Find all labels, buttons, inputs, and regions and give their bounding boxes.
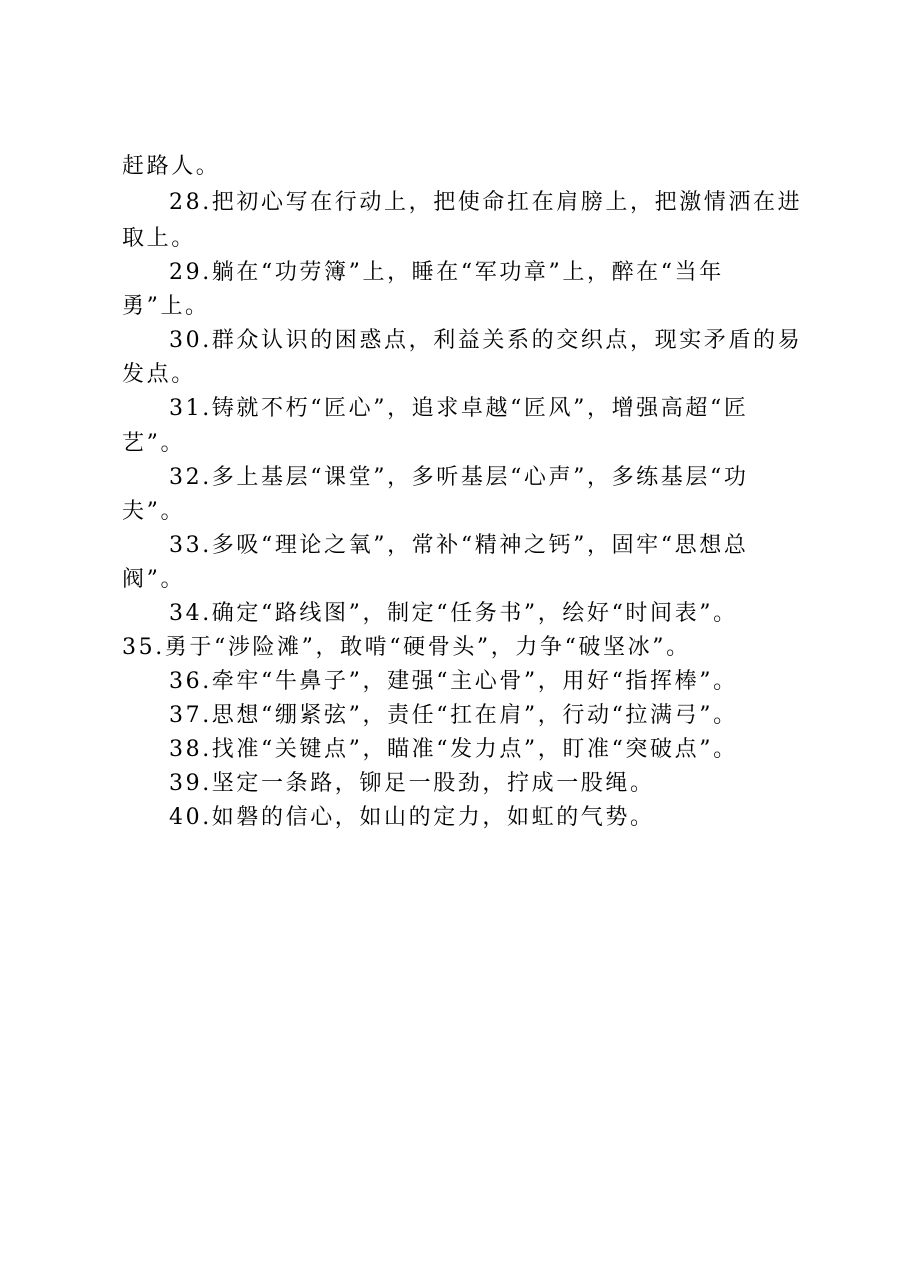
- list-item-32: 32.多上基层“课堂”，多听基层“心声”，多练基层“功: [169, 465, 749, 490]
- list-item-29: 29.躺在“功劳簿”上，睡在“军功章”上，醉在“当年: [169, 260, 724, 285]
- list-item-39: 39.坚定一条路，铆足一股劲，拧成一股绳。: [169, 771, 655, 796]
- list-item-28: 28.把初心写在行动上，把使命扛在肩膀上，把激情洒在进: [169, 190, 803, 215]
- text-line: 发点。: [122, 362, 196, 387]
- text-line: 勇”上。: [122, 294, 210, 319]
- list-item-37: 37.思想“绷紧弦”，责任“扛在肩”，行动“拉满弓”。: [169, 703, 738, 728]
- text-line: 艺”。: [122, 431, 186, 456]
- list-item-35: 35.勇于“涉险滩”，敢啃“硬骨头”，力争“破坚冰”。: [122, 635, 691, 660]
- list-item-33: 33.多吸“理论之氧”，常补“精神之钙”，固牢“思想总: [169, 533, 749, 558]
- list-item-34: 34.确定“路线图”，制定“任务书”，绘好“时间表”。: [169, 601, 738, 626]
- list-item-38: 38.找准“关键点”，瞄准“发力点”，盯准“突破点”。: [169, 737, 738, 762]
- list-item-36: 36.牵牢“牛鼻子”，建强“主心骨”，用好“指挥棒”。: [169, 669, 738, 694]
- text-line: 夫”。: [122, 499, 186, 524]
- list-item-31: 31.铸就不朽“匠心”，追求卓越“匠风”，增强高超“匠: [169, 396, 749, 421]
- text-line: 阀”。: [122, 567, 186, 592]
- text-line: 赶路人。: [122, 154, 221, 179]
- list-item-30: 30.群众认识的困惑点，利益关系的交织点，现实矛盾的易: [169, 328, 803, 353]
- text-line: 取上。: [122, 226, 196, 251]
- list-item-40: 40.如磐的信心，如山的定力，如虹的气势。: [169, 805, 655, 830]
